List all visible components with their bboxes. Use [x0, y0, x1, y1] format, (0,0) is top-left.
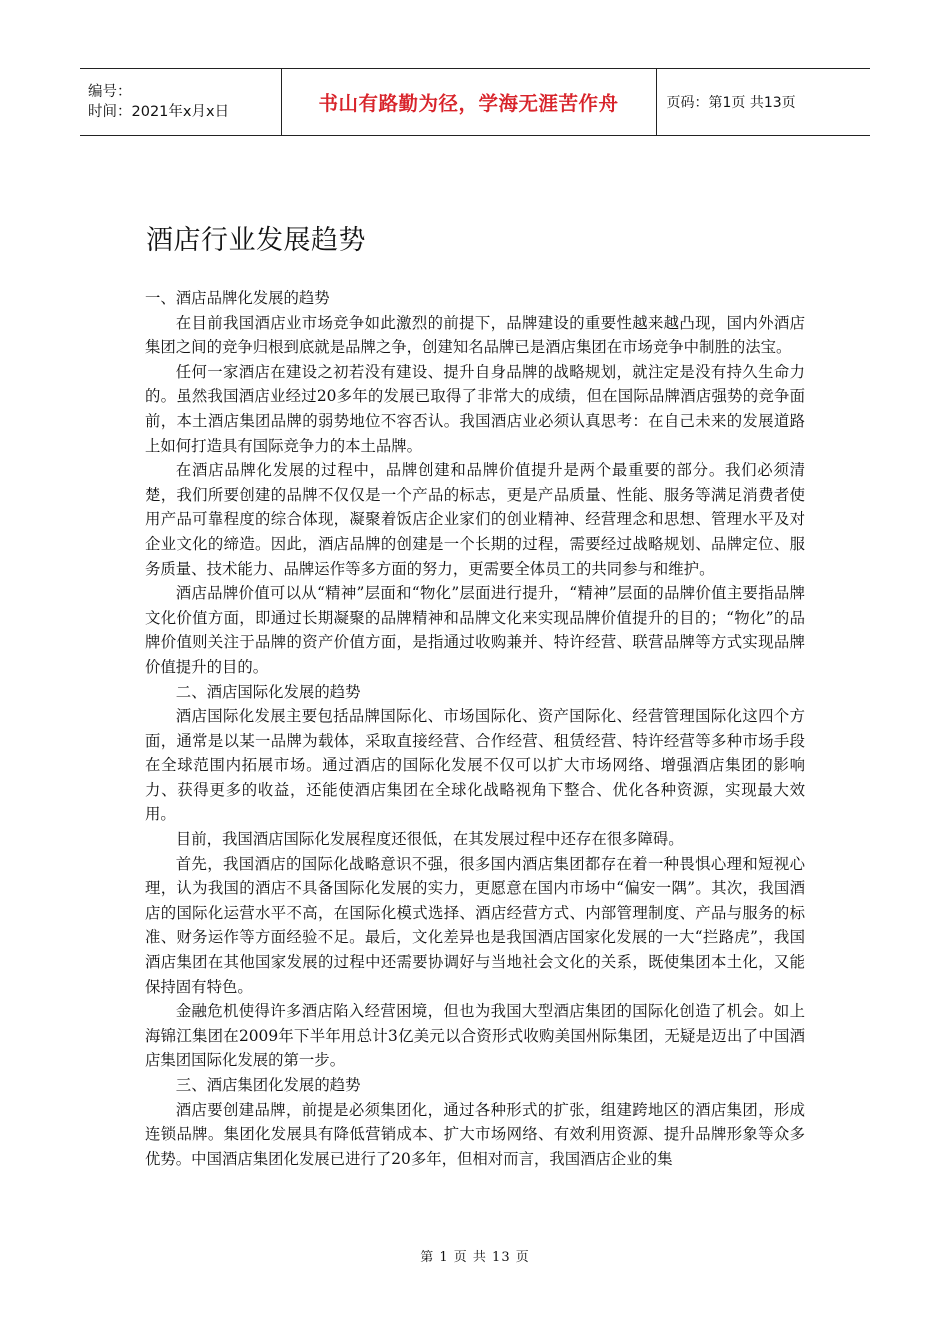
- header-motto-cell: [281, 69, 656, 136]
- section-heading-2: 二、酒店国际化发展的趋势: [175, 682, 361, 701]
- document-date-label: 时间：2021年x月x日: [88, 104, 230, 120]
- body-paragraph: 酒店要创建品牌，前提是必须集团化，通过各种形式的扩张，组建跨地区的酒店集团，形成连锁品牌。集团化发展具有降低营销成本、扩大市场网络、有效利用资源、提升品牌形象等众多优势。中国酒店集团化发展已进行了20多年，但相对而言，我国酒店企业的集: [145, 1100, 805, 1168]
- header-meta-cell: [80, 69, 281, 136]
- header-page-info: 页码：第1页 共13页: [666, 95, 796, 111]
- body-paragraph: 金融危机使得许多酒店陷入经营困境，但也为我国大型酒店集团的国际化创造了机会。如上海锦江集团在2009年下半年用总计3亿美元以合资形式收购美国州际集团，无疑是迈出了中国酒店集团国际化发展的第一步。: [145, 1002, 805, 1070]
- body-paragraph: 任何一家酒店在建设之初若没有建设、提升自身品牌的战略规划，就注定是没有持久生命力的。虽然我国酒店业经过20多年的发展已取得了非常大的成绩，但在国际品牌酒店强势的竞争面前，本土酒店集团品牌的弱势地位不容否认。我国酒店业必须认真思考：在自己未来的发展道路上如何打造具有国际竞争力的本土品牌。: [145, 362, 805, 455]
- document-body: [145, 286, 805, 1171]
- body-paragraph: 在目前我国酒店业市场竞争如此激烈的前提下，品牌建设的重要性越来越凸现，国内外酒店集团之间的竞争归根到底就是品牌之争，创建知名品牌已是酒店集团在市场竞争中制胜的法宝。: [145, 313, 805, 357]
- document-header: [80, 68, 870, 136]
- document-number-label: 编号：: [88, 84, 132, 100]
- header-page-cell: [656, 69, 870, 136]
- document-title: 酒店行业发展趋势: [146, 225, 366, 256]
- page-footer: 第 1 页 共 13 页: [420, 1250, 530, 1265]
- body-paragraph: 首先，我国酒店的国际化战略意识不强，很多国内酒店集团都存在着一种畏惧心理和短视心理，认为我国的酒店不具备国际化发展的实力，更愿意在国内市场中“偏安一隅”。其次，我国酒店的国际化运营水平不高，在国际化模式选择、酒店经营方式、内部管理制度、产品与服务的标准、财务运作等方面经验不足。最后，文化差异也是我国酒店国家化发展的一大“拦路虎”，我国酒店集团在其他国家发展的过程中还需要协调好与当地社会文化的关系，既使集团本土化，又能保持固有特色。: [145, 854, 805, 996]
- body-paragraph: 在酒店品牌化发展的过程中，品牌创建和品牌价值提升是两个最重要的部分。我们必须清楚，我们所要创建的品牌不仅仅是一个产品的标志，更是产品质量、性能、服务等满足消费者使用产品可靠程度的综合体现，凝聚着饭店企业家们的创业精神、经营理念和思想、管理水平及对企业文化的缔造。因此，酒店品牌的创建是一个长期的过程，需要经过战略规划、品牌定位、服务质量、技术能力、品牌运作等多方面的努力，更需要全体员工的共同参与和维护。: [145, 461, 805, 578]
- body-paragraph: 酒店品牌价值可以从“精神”层面和“物化”层面进行提升，“精神”层面的品牌价值主要指品牌文化价值方面，即通过长期凝聚的品牌精神和品牌文化来实现品牌价值提升的目的；“物化”的品牌价值则关注于品牌的资产价值方面，是指通过收购兼并、特许经营、联营品牌等方式实现品牌价值提升的目的。: [145, 584, 805, 676]
- body-paragraph: 目前，我国酒店国际化发展程度还很低，在其发展过程中还存在很多障碍。: [175, 830, 684, 849]
- section-heading-1: 一、酒店品牌化发展的趋势: [145, 289, 330, 307]
- header-motto: 书山有路勤为径，学海无涯苦作舟: [318, 92, 619, 115]
- body-paragraph: 酒店国际化发展主要包括品牌国际化、市场国际化、资产国际化、经营管理国际化这四个方面，通常是以某一品牌为载体，采取直接经营、合作经营、租赁经营、特许经营等多种市场手段在全球范围内拓展市场。通过酒店的国际化发展不仅可以扩大市场网络、增强酒店集团的影响力、获得更多的收益，还能使酒店集团在全球化战略视角下整合、优化各种资源，实现最大效用。: [145, 707, 805, 824]
- section-heading-3: 三、酒店集团化发展的趋势: [175, 1076, 361, 1094]
